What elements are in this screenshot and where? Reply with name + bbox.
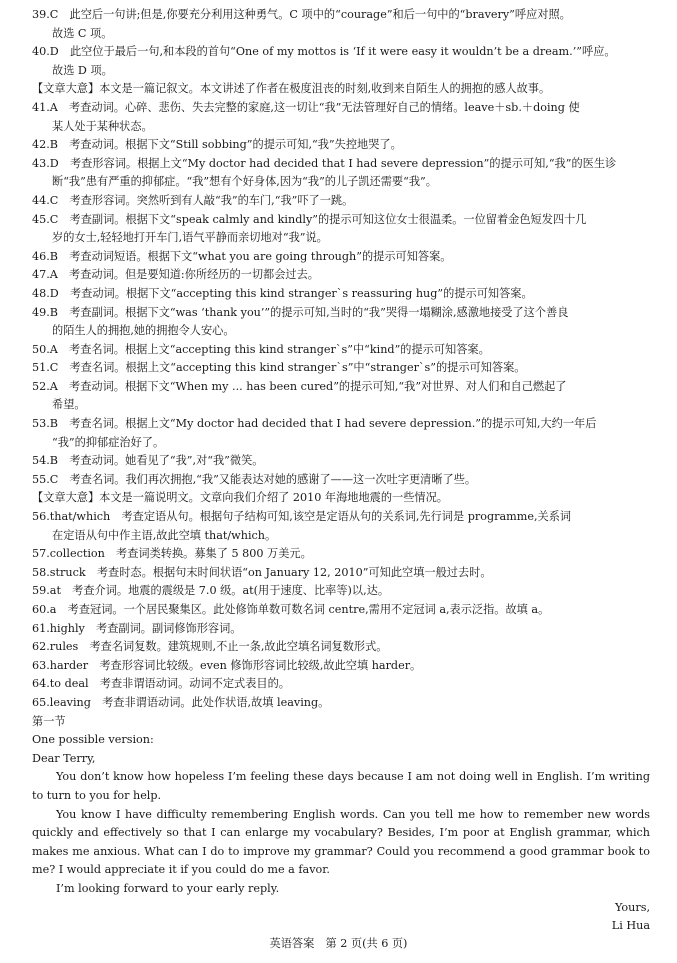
text-line: 46.B 考查动词短语。根据下文“what you are going through”的提示可知答案。	[32, 249, 452, 263]
text-line: 43.D 考查形容词。根据上文“My doctor had decided that I had severe depression”的提示可知,“我”的医生诊	[32, 156, 617, 170]
text-line: 54.B 考查动词。她看见了“我”,对“我”微笑。	[32, 454, 264, 468]
letter-paragraph: You know I have difficulty remembering English words. Can you tell me how to remember new words quickly and effectively so that I can enlarge my vocabulary? Besides, I’m poor at English grammar, which makes me anxious. What can I do to improve my grammar? Could you recommend a good grammar book to me? I would appreciate it if you could do me a favor.	[32, 807, 650, 877]
text-line: 60.a 考查冠词。一个居民聚集区。此处修饰单数可数名词 centre,需用不定冠词 a,表示泛指。故填 a。	[32, 603, 550, 616]
text-line: 45.C 考查副词。根据下文“speak calmly and kindly”的提示可知这位女士很温柔。一位留着金色短发四十几	[32, 212, 587, 226]
text-line: 49.B 考查副词。根据下文“was ‘thank you’”的提示可知,当时的“我”哭得一塌糊涂,感激地接受了这个善良	[32, 305, 569, 319]
text-line: 58.struck 考查时态。根据句末时间状语“on January 12, 2010”可知此空填一般过去时。	[32, 565, 492, 579]
text-line: 61.highly 考查副词。副词修饰形容词。	[32, 621, 242, 635]
version-label: One possible version:	[32, 733, 154, 747]
answer-content	[32, 6, 650, 936]
text-line: 56.that/which 考查定语从句。根据句子结构可知,该空是定语从句的关系词,先行词是 programme,关系词	[32, 510, 572, 524]
text-line: 故选 C 项。	[52, 26, 113, 40]
text-line: 52.A 考查动词。根据下文“When my ... has been cured”的提示可知,“我”对世界、对人们和自己燃起了	[32, 379, 567, 393]
page-footer: 英语答案 第 2 页(共 6 页)	[269, 937, 408, 950]
text-line: 53.B 考查名词。根据上文“My doctor had decided that I had severe depression.”的提示可知,大约一年后	[32, 417, 597, 431]
text-line: 故选 D 项。	[52, 63, 113, 77]
text-line: 40.D 此空位于最后一句,和本段的首句“One of my mottos is ‘If it were easy it wouldn’t be a dream.’”呼应。	[32, 45, 616, 59]
text-line: 希望。	[52, 398, 86, 412]
letter-paragraph: I’m looking forward to your early reply.	[56, 881, 280, 895]
text-line: 47.A 考查动词。但是要知道:你所经历的一切都会过去。	[32, 268, 319, 282]
section-summary: 【文章大意】本文是一篇说明文。文章向我们介绍了 2010 年海地地震的一些情况。	[32, 491, 448, 505]
text-line: 岁的女士,轻轻地打开车门,语气平静而亲切地对“我”说。	[52, 231, 328, 245]
letter-closing: Yours,	[615, 900, 650, 914]
section-heading: 第一节	[32, 714, 66, 728]
text-line: 55.C 考查名词。我们再次拥抱,“我”又能表达对她的感谢了——这一次吐字更清晰了些。	[32, 472, 477, 486]
text-line: 57.collection 考查词类转换。募集了 5 800 万美元。	[32, 547, 312, 561]
text-line: 62.rules 考查名词复数。建筑规则,不止一条,故此空填名词复数形式。	[32, 640, 388, 654]
text-line: 39.C 此空后一句讲;但是,你要充分利用这种勇气。C 项中的“courage”和后一句中的“bravery”呼应对照。	[32, 8, 571, 21]
text-line: 59.at 考查介词。地震的震级是 7.0 级。at(用于速度、比率等)以,达。	[32, 584, 390, 598]
text-line: 在定语从句中作主语,故此空填 that/which。	[52, 528, 277, 542]
text-line: 50.A 考查名词。根据上文“accepting this kind stranger`s”中“kind”的提示可知答案。	[32, 342, 490, 356]
text-line: 51.C 考查名词。根据上文“accepting this kind stranger`s”中“stranger`s”的提示可知答案。	[32, 361, 526, 375]
text-line: “我”的抑郁症治好了。	[52, 435, 165, 449]
text-line: 的陌生人的拥抱,她的拥抱令人安心。	[52, 324, 235, 338]
text-line: 64.to deal 考查非谓语动词。动词不定式表目的。	[32, 677, 290, 691]
text-line: 63.harder 考查形容词比较级。even 修饰形容词比较级,故此空填 harder。	[32, 658, 422, 672]
text-line: 48.D 考查动词。根据下文“accepting this kind stranger`s reassuring hug”的提示可知答案。	[32, 286, 533, 300]
text-line: 44.C 考查形容词。突然听到有人敲“我”的车门,“我”吓了一跳。	[32, 193, 354, 207]
letter-greeting: Dear Terry,	[32, 751, 96, 765]
text-line: 断“我”患有严重的抑郁症。“我”想有个好身体,因为“我”的儿子凯还需要“我”。	[52, 175, 437, 189]
section-summary: 【文章大意】本文是一篇记叙文。本文讲述了作者在极度沮丧的时刻,收到来自陌生人的拥抱的感人故事。	[32, 82, 551, 96]
text-line: 某人处于某种状态。	[52, 119, 153, 133]
text-line: 41.A 考查动词。心碎、悲伤、失去完整的家庭,这一切让“我”无法管理好自己的情绪。leave＋sb.＋doing 使	[32, 100, 580, 114]
text-line: 65.leaving 考查非谓语动词。此处作状语,故填 leaving。	[32, 695, 330, 709]
letter-signature: Li Hua	[611, 919, 650, 933]
letter-paragraph: You don’t know how hopeless I’m feeling these days because I am not doing well in English. I’m writing to turn to you for help.	[32, 770, 650, 802]
text-line: 42.B 考查动词。根据下文“Still sobbing”的提示可知,“我”失控地哭了。	[32, 138, 402, 152]
